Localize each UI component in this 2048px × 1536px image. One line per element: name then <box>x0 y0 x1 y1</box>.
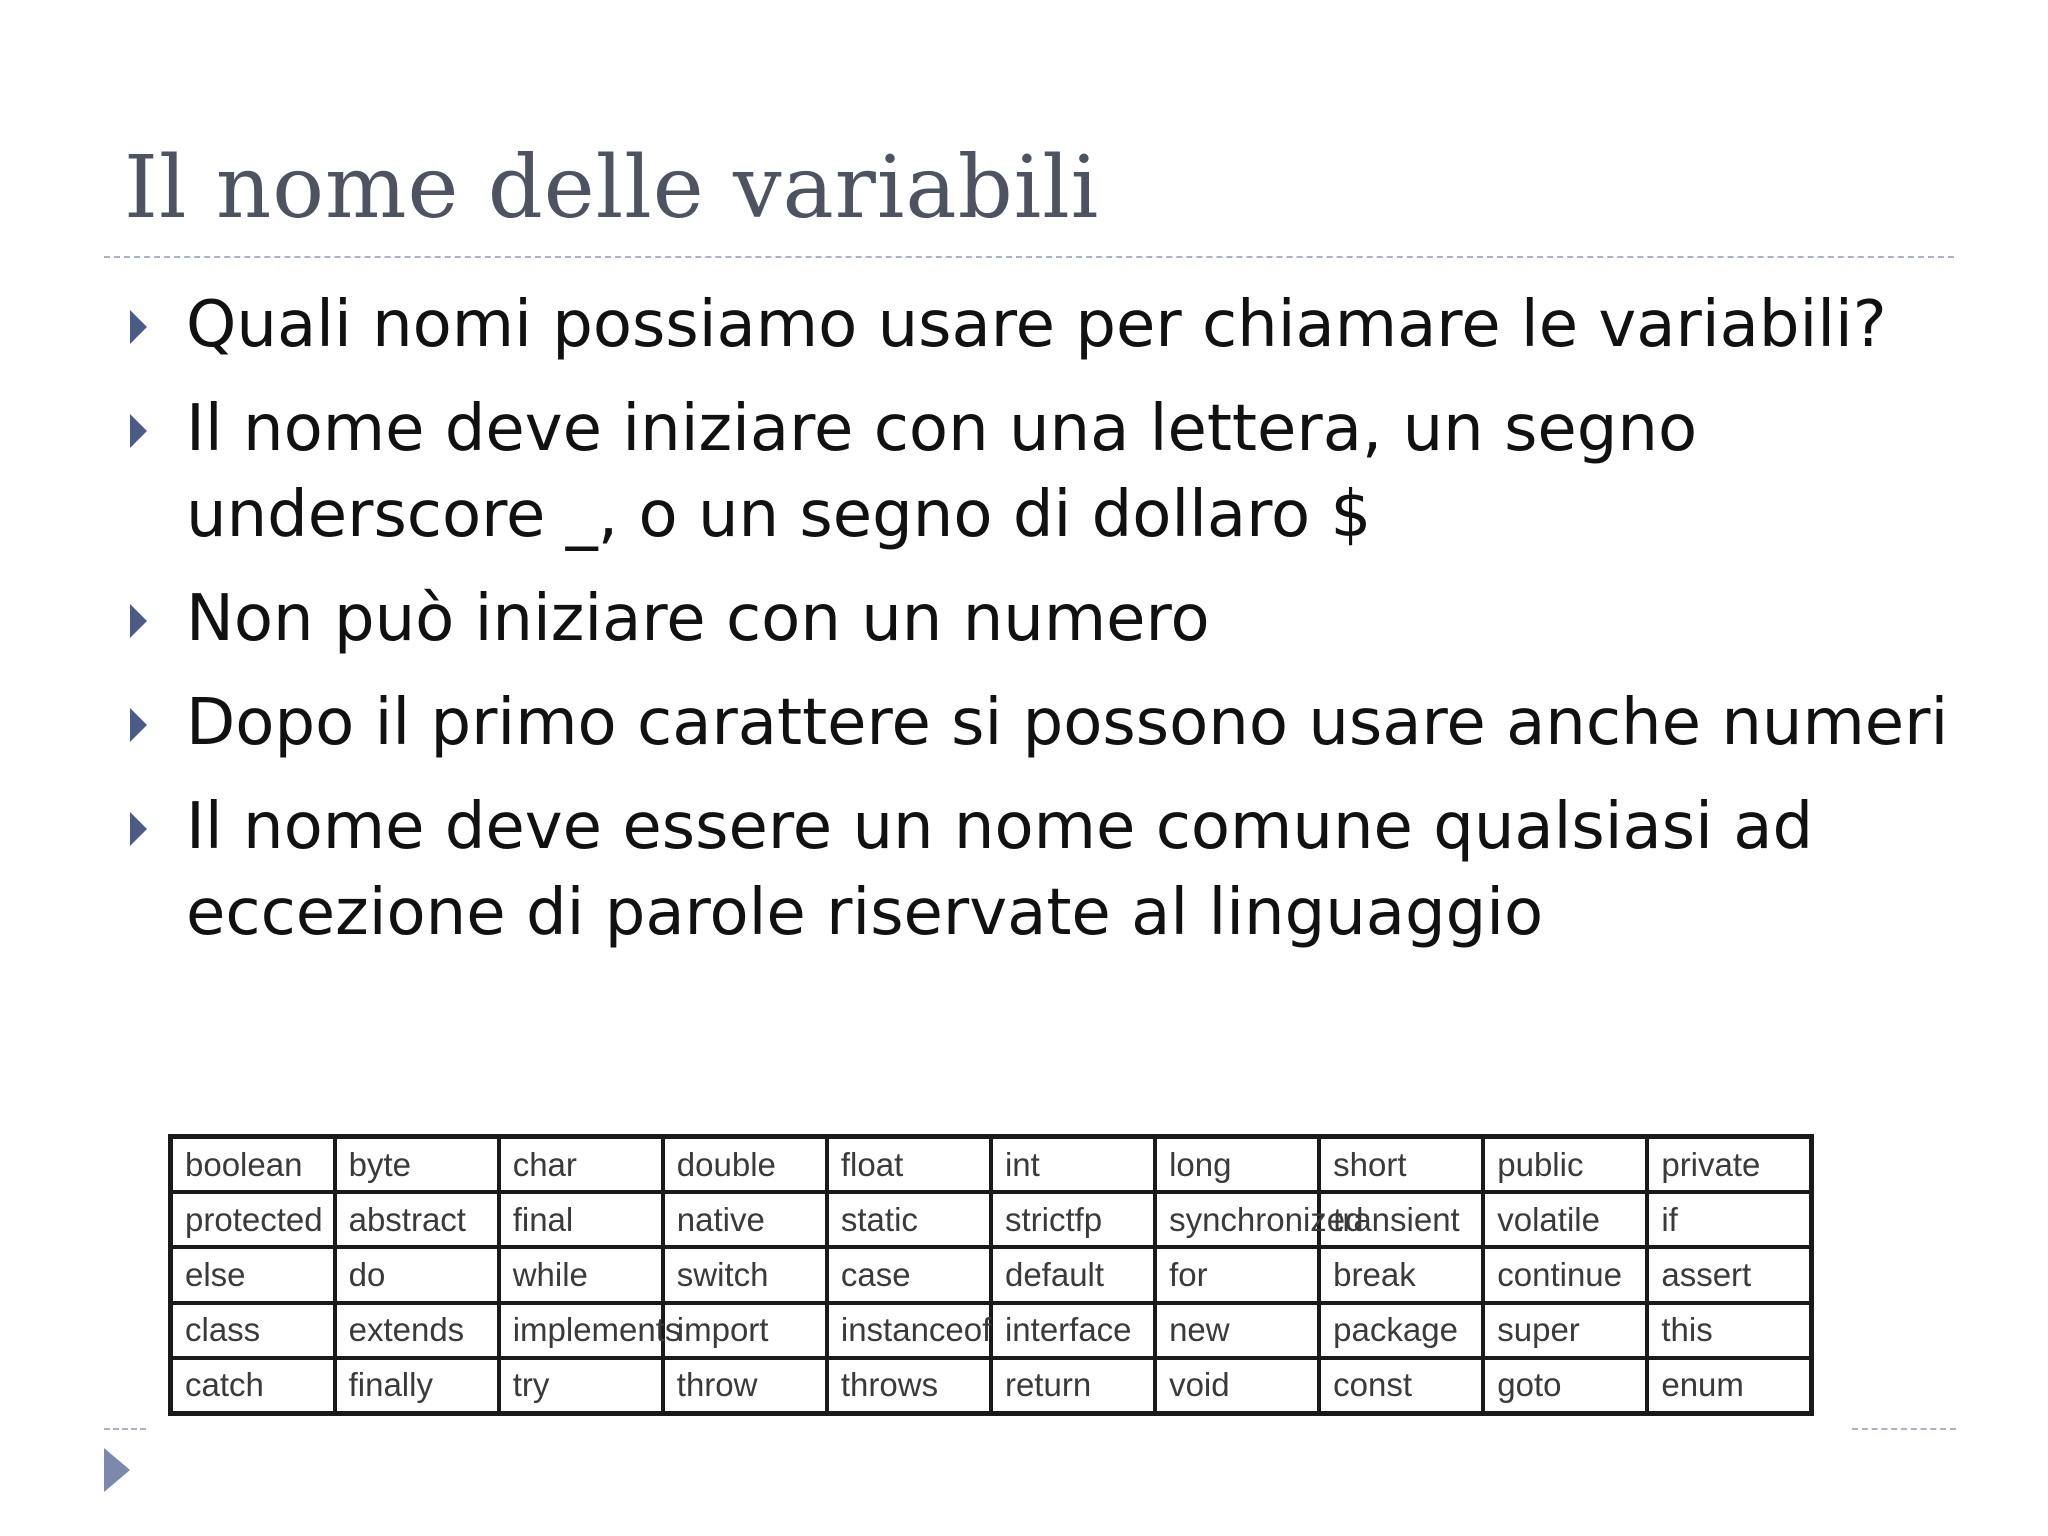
table-cell: continue <box>1483 1247 1647 1302</box>
table-cell: finally <box>335 1358 499 1414</box>
table-cell: break <box>1319 1247 1483 1302</box>
table-cell: while <box>499 1247 663 1302</box>
table-cell: void <box>1155 1358 1319 1414</box>
bullet-text: Il nome deve iniziare con una lettera, un segno underscore _, o un segno di dollaro $ <box>186 392 1698 552</box>
table-cell: boolean <box>171 1137 335 1193</box>
bullet-text: Quali nomi possiamo usare per chiamare le variabili? <box>186 288 1887 362</box>
table-cell: abstract <box>335 1192 499 1247</box>
bullet-item <box>126 784 1966 956</box>
table-cell: static <box>827 1192 991 1247</box>
bullet-text: Dopo il primo carattere si possono usare anche numeri <box>186 686 1949 760</box>
bullet-item <box>126 386 1966 558</box>
table-cell: goto <box>1483 1358 1647 1414</box>
bullet-text: Non può iniziare con un numero <box>186 582 1210 656</box>
table-cell: transient <box>1319 1192 1483 1247</box>
footer-divider-right <box>1852 1428 1956 1430</box>
table-cell: if <box>1647 1192 1811 1247</box>
table-cell: public <box>1483 1137 1647 1193</box>
table-cell: short <box>1319 1137 1483 1193</box>
bullet-item <box>126 282 1966 368</box>
table-cell: long <box>1155 1137 1319 1193</box>
table-row <box>171 1137 1812 1193</box>
table-cell: default <box>991 1247 1155 1302</box>
table-cell: case <box>827 1247 991 1302</box>
table-cell: double <box>663 1137 827 1193</box>
slide-title: Il nome delle variabili <box>124 138 1100 238</box>
table-cell: else <box>171 1247 335 1302</box>
table-cell: try <box>499 1358 663 1414</box>
table-cell: instanceof <box>827 1303 991 1358</box>
table-cell: throw <box>663 1358 827 1414</box>
bullet-list <box>126 282 1966 974</box>
triangle-right-icon <box>130 604 147 638</box>
triangle-right-icon <box>130 708 147 742</box>
table-cell: for <box>1155 1247 1319 1302</box>
table-cell: implements <box>499 1303 663 1358</box>
table-row <box>171 1303 1812 1358</box>
table-cell: import <box>663 1303 827 1358</box>
table-row <box>171 1192 1812 1247</box>
table-row <box>171 1247 1812 1302</box>
table-cell: enum <box>1647 1358 1811 1414</box>
table-cell: class <box>171 1303 335 1358</box>
table-cell: byte <box>335 1137 499 1193</box>
table-cell: interface <box>991 1303 1155 1358</box>
table-cell: volatile <box>1483 1192 1647 1247</box>
table-cell: this <box>1647 1303 1811 1358</box>
table-cell: extends <box>335 1303 499 1358</box>
table-cell: int <box>991 1137 1155 1193</box>
bullet-text: Il nome deve essere un nome comune qualsiasi ad eccezione di parole riservate al linguaggio <box>186 790 1814 950</box>
table-cell: char <box>499 1137 663 1193</box>
table-row <box>171 1358 1812 1414</box>
table-cell: strictfp <box>991 1192 1155 1247</box>
triangle-right-icon <box>130 310 147 344</box>
table-cell: assert <box>1647 1247 1811 1302</box>
title-divider <box>104 256 1954 258</box>
table-cell: private <box>1647 1137 1811 1193</box>
table-cell: switch <box>663 1247 827 1302</box>
next-slide-arrow-icon[interactable] <box>104 1448 130 1492</box>
table-cell: float <box>827 1137 991 1193</box>
table-cell: package <box>1319 1303 1483 1358</box>
triangle-right-icon <box>130 812 147 846</box>
triangle-right-icon <box>130 414 147 448</box>
table-cell: final <box>499 1192 663 1247</box>
table-cell: throws <box>827 1358 991 1414</box>
table-cell: super <box>1483 1303 1647 1358</box>
table-cell: synchronized <box>1155 1192 1319 1247</box>
table-cell: new <box>1155 1303 1319 1358</box>
java-keywords-table <box>168 1134 1814 1416</box>
table-cell: do <box>335 1247 499 1302</box>
footer-divider-left <box>104 1428 146 1430</box>
table-cell: native <box>663 1192 827 1247</box>
table-cell: catch <box>171 1358 335 1414</box>
bullet-item <box>126 680 1966 766</box>
bullet-item <box>126 576 1966 662</box>
table-cell: const <box>1319 1358 1483 1414</box>
table-cell: return <box>991 1358 1155 1414</box>
table-cell: protected <box>171 1192 335 1247</box>
